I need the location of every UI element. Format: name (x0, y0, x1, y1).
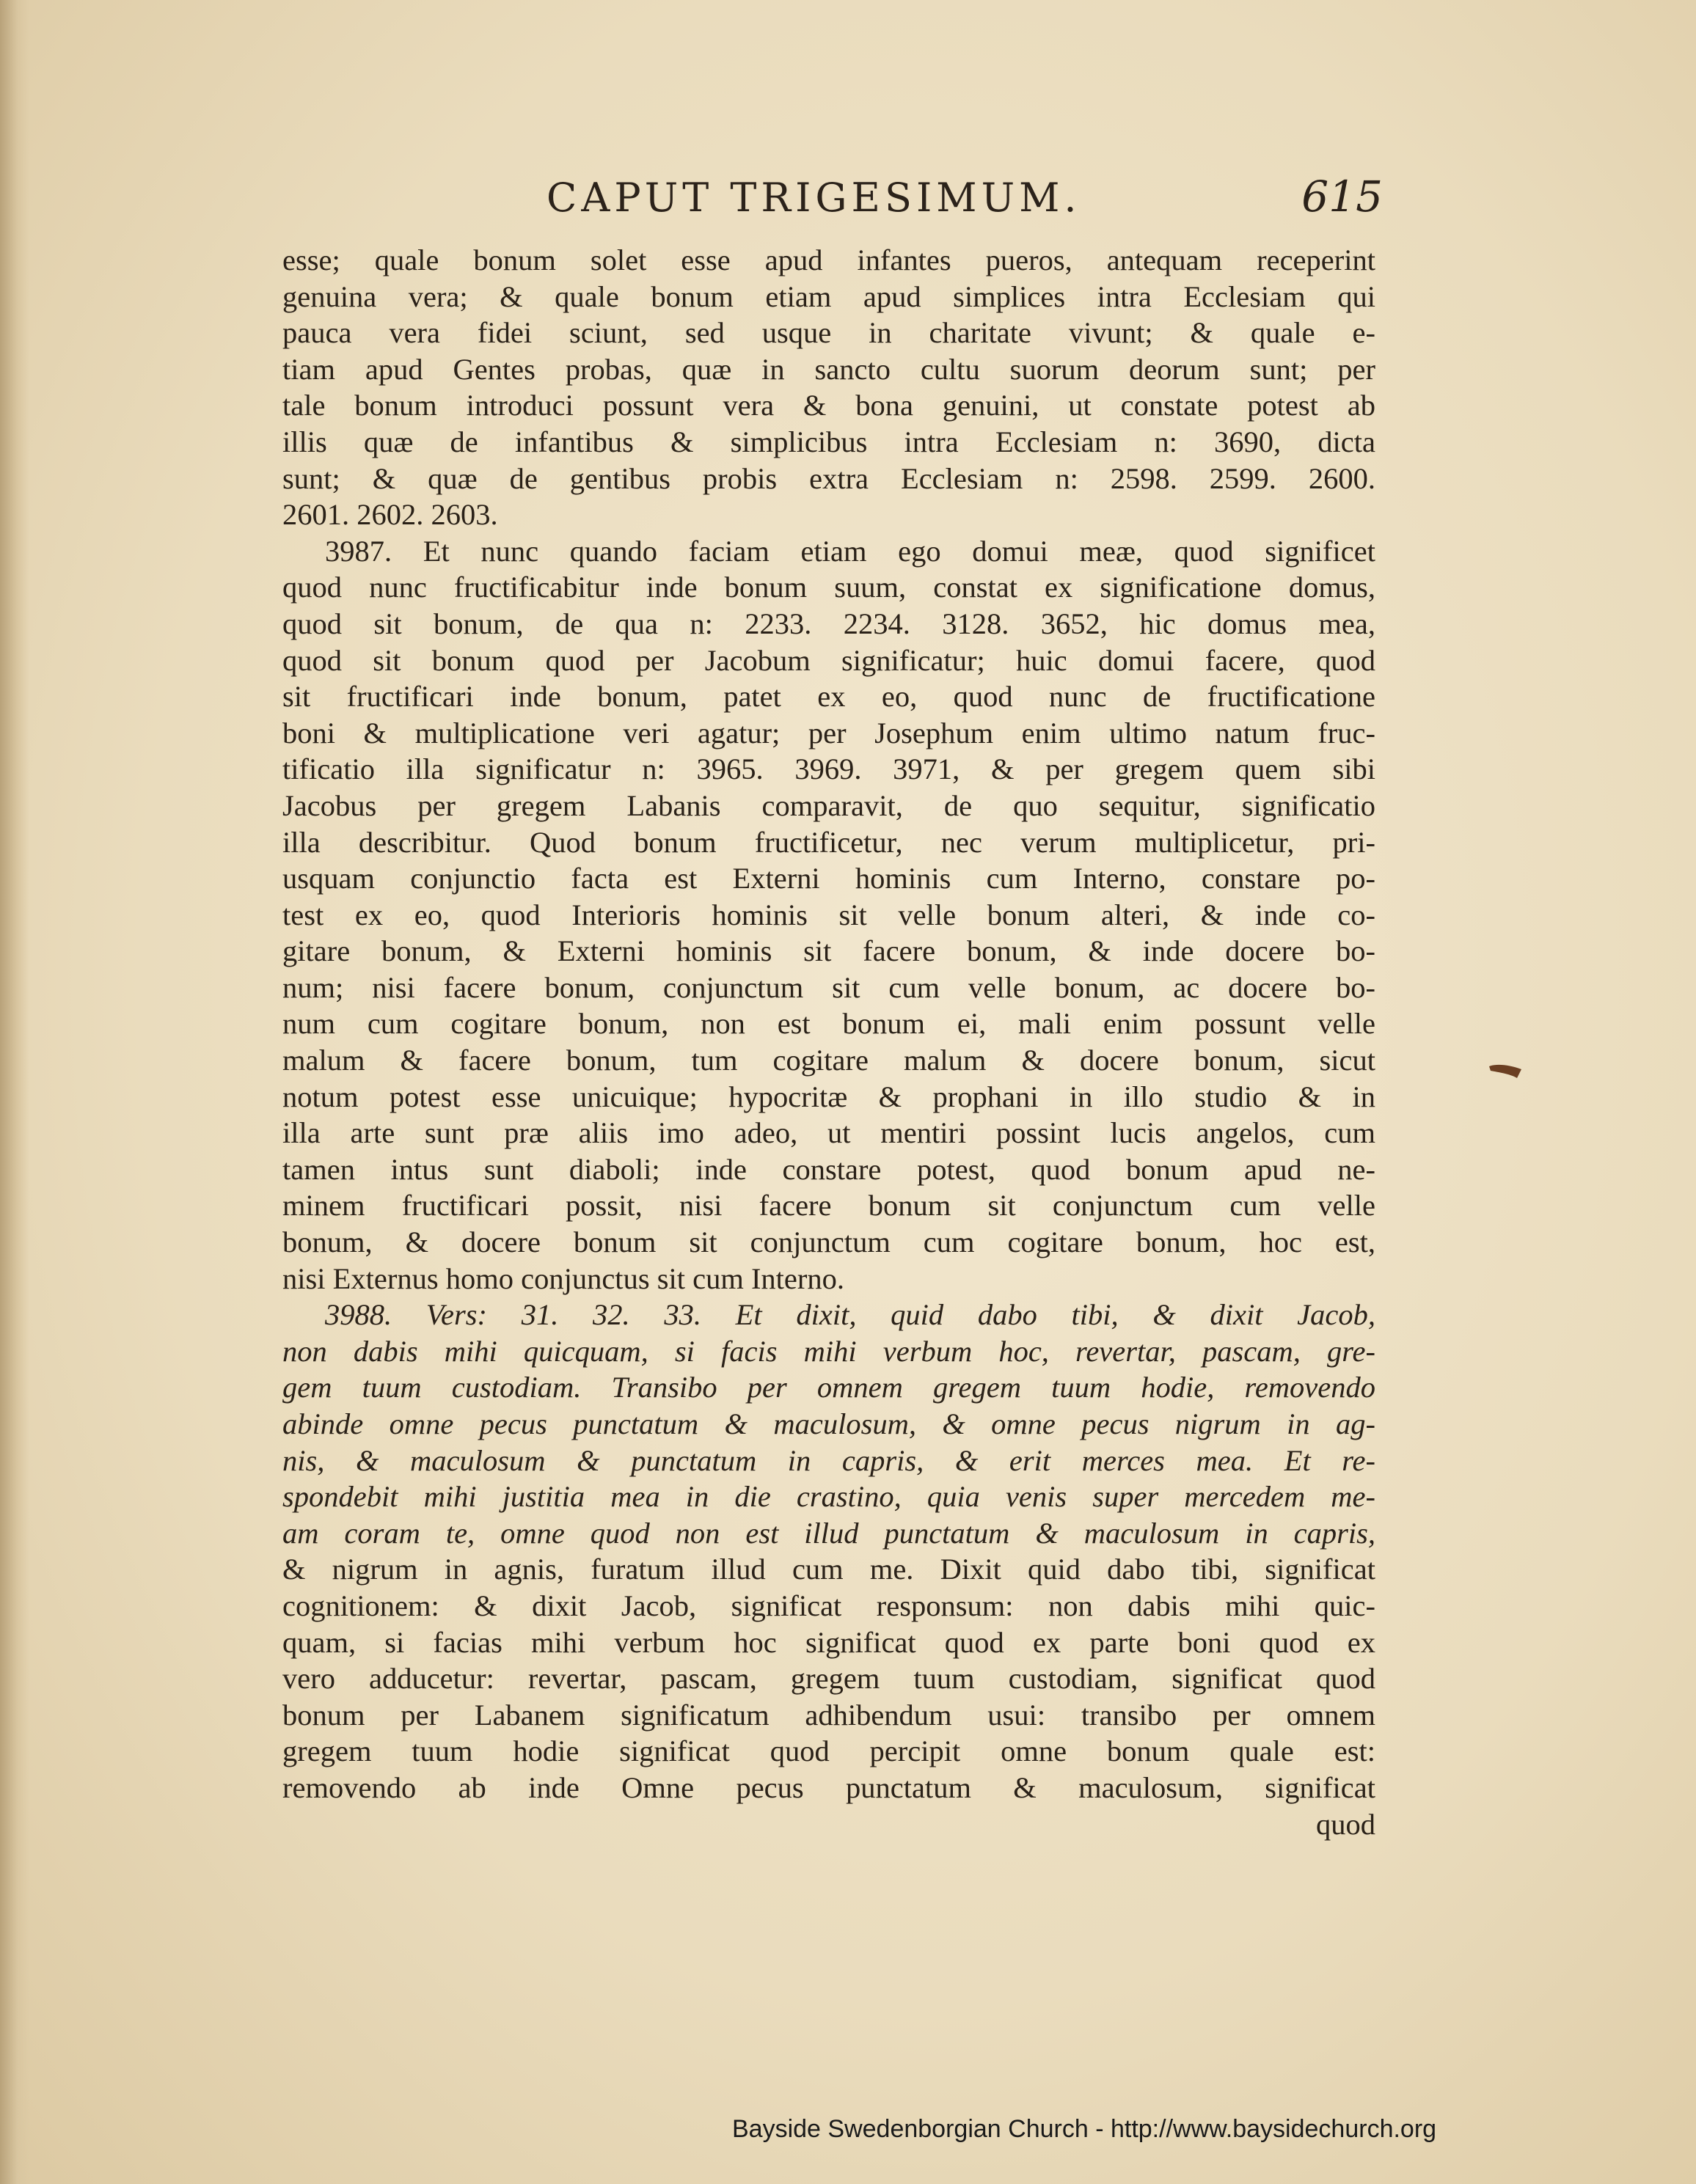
text-line: boni & multiplicatione veri agatur; per Josephum enim ultimo natum fruc- (282, 716, 1375, 750)
catchword: quod (1316, 1807, 1375, 1841)
text-line: tificatio illa significatur n: 3965. 3969. 3971, & per gregem quem sibi (282, 752, 1375, 786)
paragraph-start-3987: 3987. Et nunc quando faciam etiam ego domui meæ, quod significet (325, 534, 1375, 568)
text-line: quam, si facias mihi verbum hoc significat quod ex parte boni quod ex (282, 1625, 1375, 1659)
running-head (547, 172, 1383, 233)
text-line: genuina vera; & quale bonum etiam apud simplices intra Ecclesiam qui (282, 279, 1375, 313)
body-text (282, 242, 1375, 1842)
text-line: num; nisi facere bonum, conjunctum sit cum velle bonum, ac docere bo- (282, 970, 1375, 1004)
text-line: & nigrum in agnis, furatum illud cum me. Dixit quid dabo tibi, significat (282, 1553, 1375, 1586)
text-line: Jacobus per gregem Labanis comparavit, de quo sequitur, significatio (282, 788, 1375, 822)
source-credit: Bayside Swedenborgian Church - http://www.baysidechurch.org (732, 2115, 1437, 2143)
text-line: abinde omne pecus punctatum & maculosum, & omne pecus nigrum in ag- (282, 1407, 1375, 1440)
text-line: notum potest esse unicuique; hypocritæ & prophani in illo studio & in (282, 1080, 1375, 1113)
text-line: esse; quale bonum solet esse apud infantes pueros, antequam receperint (282, 243, 1375, 276)
text-line: bonum per Labanem significatum adhibendum usui: transibo per omnem (282, 1698, 1375, 1732)
text-line: illa arte sunt præ aliis imo adeo, ut mentiri possint lucis angelos, cum (282, 1116, 1375, 1150)
text-line: non dabis mihi quicquam, si facis mihi verbum hoc, revertar, pascam, gre- (282, 1334, 1375, 1368)
text-line: minem fructificari possit, nisi facere bonum sit conjunctum cum velle (282, 1189, 1375, 1223)
text-line: sunt; & quæ de gentibus probis extra Ecclesiam n: 2598. 2599. 2600. (282, 461, 1375, 495)
text-line: 2601. 2602. 2603. (282, 498, 498, 532)
binding-shadow (0, 0, 29, 2184)
text-line: tamen intus sunt diaboli; inde constare potest, quod bonum apud ne- (282, 1152, 1375, 1186)
text-line: cognitionem: & dixit Jacob, significat responsum: non dabis mihi quic- (282, 1588, 1375, 1622)
text-line: nis, & maculosum & punctatum in capris, & erit merces mea. Et re- (282, 1443, 1375, 1477)
text-line: quod sit bonum, de qua n: 2233. 2234. 3128. 3652, hic domus mea, (282, 607, 1375, 640)
text-line: illa describitur. Quod bonum fructificetur, nec verum multiplicetur, pri- (282, 825, 1375, 859)
text-line: malum & facere bonum, tum cogitare malum & docere bonum, sicut (282, 1044, 1375, 1077)
paragraph-start-3988: 3988. Vers: 31. 32. 33. Et dixit, quid dabo tibi, & dixit Jacob, (325, 1298, 1375, 1332)
text-line: gregem tuum hodie significat quod percipit omne bonum quale est: (282, 1734, 1375, 1768)
text-line: test ex eo, quod Interioris hominis sit velle bonum alteri, & inde co- (282, 898, 1375, 931)
text-line: tale bonum introduci possunt vera & bona genuini, ut constate potest ab (282, 389, 1375, 422)
text-line: gem tuum custodiam. Transibo per omnem gregem tuum hodie, removendo (282, 1371, 1375, 1404)
text-line: num cum cogitare bonum, non est bonum ei, mali enim possunt velle (282, 1007, 1375, 1041)
text-line: usquam conjunctio facta est Externi hominis cum Interno, constare po- (282, 862, 1375, 895)
text-line: pauca vera fidei sciunt, sed usque in charitate vivunt; & quale e- (282, 316, 1375, 350)
text-line: bonum, & docere bonum sit conjunctum cum cogitare bonum, hoc est, (282, 1225, 1375, 1259)
chapter-title: CAPUT TRIGESIMUM. (547, 175, 1081, 221)
text-line: tiam apud Gentes probas, quæ in sancto cultu suorum deorum sunt; per (282, 352, 1375, 386)
text-line: spondebit mihi justitia mea in die crastino, quia venis super mercedem me- (282, 1480, 1375, 1514)
text-line: removendo ab inde Omne pecus punctatum & maculosum, significat (282, 1770, 1375, 1804)
text-line: gitare bonum, & Externi hominis sit facere bonum, & inde docere bo- (282, 934, 1375, 968)
text-line: quod nunc fructificabitur inde bonum suum, constat ex significatione domus, (282, 571, 1375, 604)
text-line: vero adducetur: revertar, pascam, gregem tuum custodiam, significat quod (282, 1662, 1375, 1696)
text-line: quod sit bonum quod per Jacobum significatur; huic domui facere, quod (282, 643, 1375, 677)
text-line: illis quæ de infantibus & simplicibus intra Ecclesiam n: 3690, dicta (282, 425, 1375, 458)
text-line: am coram te, omne quod non est illud punctatum & maculosum in capris, (282, 1516, 1375, 1550)
text-line: nisi Externus homo conjunctus sit cum Interno. (282, 1261, 845, 1295)
page-number: 615 (1301, 172, 1383, 221)
ink-blot-mark (1488, 1060, 1524, 1081)
text-line: sit fructificari inde bonum, patet ex eo, quod nunc de fructificatione (282, 680, 1375, 714)
